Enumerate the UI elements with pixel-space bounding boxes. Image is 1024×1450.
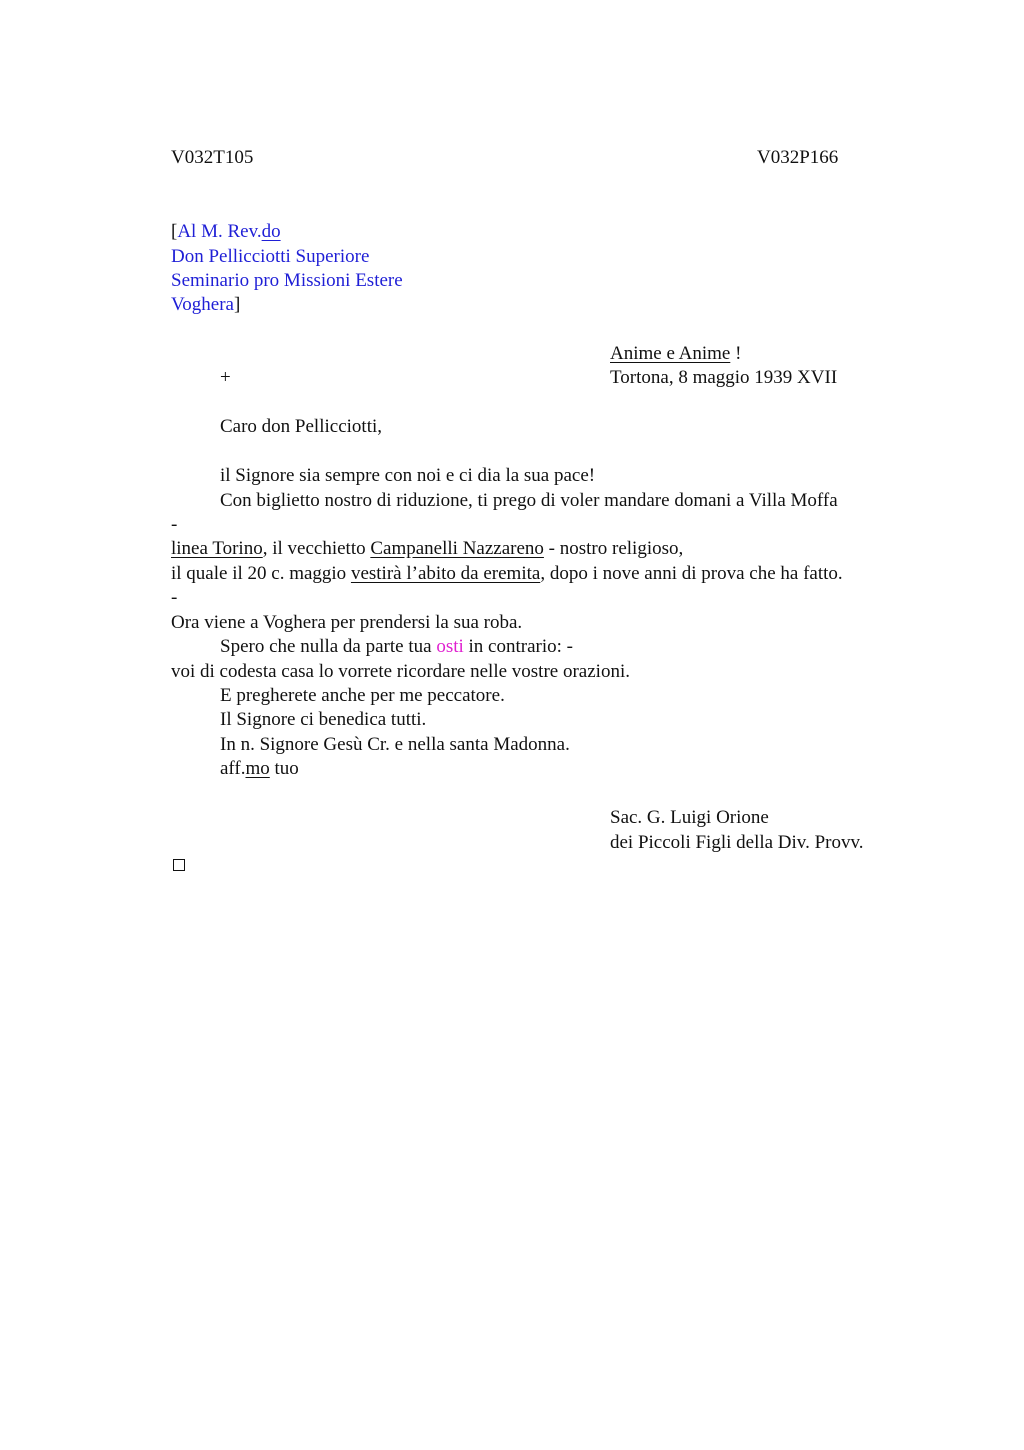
address-line-3: Seminario pro Missioni Estere <box>171 270 403 291</box>
underlined-person-name: Campanelli Nazzareno <box>370 538 544 559</box>
highlighted-word: osti <box>436 636 464 657</box>
body-line-4 <box>171 562 843 586</box>
signature-congregation: dei Piccoli Figli della Div. Provv. <box>610 832 864 853</box>
place-date: Tortona, 8 maggio 1939 XVII <box>610 367 838 388</box>
underlined-railway-line: linea Torino <box>171 538 263 559</box>
address-line-4 <box>171 293 240 317</box>
address-title: Al M. Rev. <box>177 221 262 242</box>
address-close-bracket: ] <box>233 294 241 315</box>
body-dash-1: - <box>171 514 178 535</box>
motto <box>610 342 741 366</box>
body-line-9: Il Signore ci benedica tutti. <box>220 709 427 730</box>
body-line-6-text-a: Spero che nulla da parte tua <box>220 636 437 657</box>
document-code-left: V032T105 <box>171 147 254 168</box>
body-line-4-text-a: il quale il 20 c. maggio <box>171 563 351 584</box>
closing-line <box>220 757 299 781</box>
body-line-8: E pregherete anche per me peccatore. <box>220 685 505 706</box>
closing-superscript: mo <box>245 758 270 779</box>
body-line-6-text-b: in contrario: - <box>463 636 573 657</box>
document-code-right: V032P166 <box>757 147 839 168</box>
body-line-5: Ora viene a Voghera per prendersi la sua roba. <box>171 612 523 633</box>
address-open-bracket: [ <box>171 221 178 242</box>
closing-prefix: aff. <box>220 758 246 779</box>
address-line-1 <box>171 220 281 244</box>
body-line-7: voi di codesta casa lo vorrete ricordare nelle vostre orazioni. <box>171 661 630 682</box>
body-line-10: In n. Signore Gesù Cr. e nella santa Madonna. <box>220 734 570 755</box>
body-line-3 <box>171 537 683 561</box>
square-outline-icon <box>173 859 185 871</box>
closing-suffix: tuo <box>269 758 299 779</box>
body-line-2: Con biglietto nostro di riduzione, ti prego di voler mandare domani a Villa Moffa <box>220 490 838 511</box>
salutation: Caro don Pellicciotti, <box>220 416 383 437</box>
motto-suffix: ! <box>730 343 742 364</box>
body-line-1: il Signore sia sempre con noi e ci dia la sua pace! <box>220 465 596 486</box>
body-line-6 <box>220 635 573 659</box>
address-title-superscript: do <box>261 221 281 242</box>
address-city: Voghera <box>171 294 234 315</box>
cross-mark: + <box>220 367 231 388</box>
body-line-3-text-b: - nostro religioso, <box>543 538 684 559</box>
signature-name: Sac. G. Luigi Orione <box>610 807 769 828</box>
body-dash-2: - <box>171 587 178 608</box>
body-line-4-text-b: , dopo i nove anni di prova che ha fatto. <box>540 563 843 584</box>
motto-text: Anime e Anime <box>610 343 731 364</box>
body-line-3-text-a: , il vecchietto <box>262 538 371 559</box>
underlined-habit-phrase: vestirà l’abito da eremita <box>350 563 541 584</box>
address-line-2: Don Pellicciotti Superiore <box>171 246 370 267</box>
